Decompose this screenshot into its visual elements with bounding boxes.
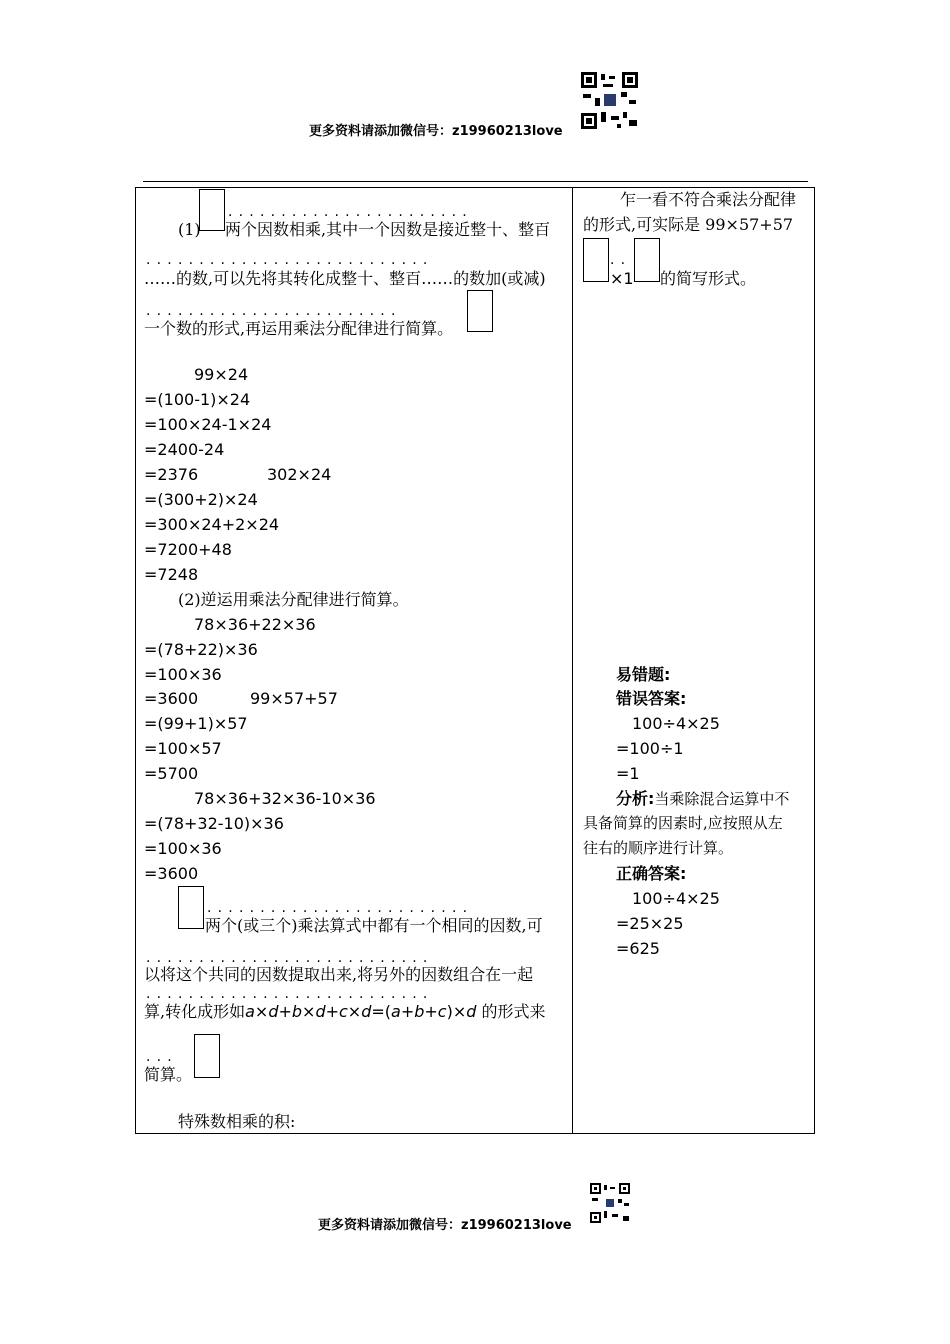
analysis-line-1: 分析:当乘除混合运算中不	[616, 789, 790, 808]
emphasis-dots: .......................	[228, 204, 473, 220]
annotation-box	[583, 238, 609, 282]
note-line-4: 的简写形式。	[660, 269, 757, 288]
ex2-line: =5700	[144, 764, 199, 783]
ex2-line: 78×36+22×36	[194, 615, 316, 634]
note-line-3: ×1	[610, 269, 634, 288]
ex1-line: 302×24	[267, 465, 332, 484]
p3-line-2: 以将这个共同的因数提取出来,将另外的因数组合在一起	[144, 965, 534, 984]
analysis-line-3: 往右的顺序进行计算。	[583, 839, 734, 857]
ex1-line: =(100-1)×24	[144, 390, 251, 409]
p4-heading: 特殊数相乘的积:	[178, 1112, 296, 1131]
p1-line-3: 一个数的形式,再运用乘法分配律进行简算。	[144, 319, 454, 338]
p1-line-2: ……的数,可以先将其转化成整十、整百……的数加(或减)	[144, 269, 546, 288]
emphasis-dots: ...........................	[146, 986, 434, 1002]
p1-label: (1)	[178, 220, 201, 239]
ex2-line: =(99+1)×57	[144, 714, 248, 733]
ex1-line: =7200+48	[144, 540, 232, 559]
ex1-line: 99×24	[194, 365, 249, 384]
p3-line-5: 简算。	[144, 1065, 193, 1084]
note-line-2: 的形式,可实际是 99×57+57	[583, 215, 794, 234]
wrong-label: 错误答案:	[616, 689, 687, 708]
p3-text-suffix: 的形式来	[481, 1002, 546, 1021]
ex1-line: =300×24+2×24	[144, 515, 280, 534]
right-step: =625	[616, 939, 660, 958]
qr-code-bottom	[590, 1183, 630, 1223]
footer-text: 更多资料请添加微信号：z19960213love	[318, 1218, 572, 1233]
annotation-box	[634, 238, 660, 282]
right-step: =25×25	[616, 914, 684, 933]
ex1-line: =100×24-1×24	[144, 415, 272, 434]
annotation-box	[467, 290, 493, 332]
ex2-line: =100×36	[144, 839, 222, 858]
annotation-box	[199, 189, 225, 231]
ex1-line: =2400-24	[144, 440, 225, 459]
ex2-line: =(78+22)×36	[144, 640, 258, 659]
p1-line-1: 两个因数相乘,其中一个因数是接近整十、整百	[225, 220, 551, 239]
p3-text-prefix: 算,转化成形如	[144, 1002, 246, 1021]
p3-line-3: 算,转化成形如a×d+b×d+c×d=(a+b+c)×d 的形式来	[144, 1002, 546, 1021]
p3-line-1: 两个(或三个)乘法算式中都有一个相同的因数,可	[205, 916, 543, 935]
wrong-step: 100÷4×25	[632, 714, 720, 733]
ex2-line: 99×57+57	[250, 689, 338, 708]
right-step: 100÷4×25	[632, 889, 720, 908]
emphasis-dots: ...........................	[146, 950, 434, 966]
wrong-step: =100÷1	[616, 739, 684, 758]
ex1-line: =7248	[144, 565, 199, 584]
note-line-1: 乍一看不符合乘法分配律	[620, 190, 797, 209]
emphasis-dots: ........................	[146, 303, 402, 319]
right-label: 正确答案:	[616, 864, 687, 883]
emphasis-dots: .........................	[207, 900, 474, 916]
ex1-line: =(300+2)×24	[144, 490, 258, 509]
header-rule	[143, 181, 808, 182]
emphasis-dots: ..	[610, 252, 632, 268]
emphasis-dots: ...........................	[146, 252, 434, 268]
ex1-line: =2376	[144, 465, 199, 484]
wrong-step: =1	[616, 764, 640, 783]
analysis-line-2: 具备简算的因素时,应按照从左	[583, 814, 783, 832]
ex2-line: =3600	[144, 864, 199, 883]
analysis-label: 分析:	[616, 789, 655, 808]
ex2-line: =100×36	[144, 665, 222, 684]
ex2-line: =3600	[144, 689, 199, 708]
ex2-line: =(78+32-10)×36	[144, 814, 284, 833]
emphasis-dots: ...	[146, 1049, 178, 1065]
header-text: 更多资料请添加微信号：z19960213love	[309, 124, 563, 139]
error-title: 易错题:	[616, 665, 671, 684]
ex2-line: =100×57	[144, 739, 222, 758]
p2-heading: (2)逆运用乘法分配律进行简算。	[178, 590, 409, 609]
column-divider	[572, 187, 573, 1134]
ex2-line: 78×36+32×36-10×36	[194, 789, 376, 808]
annotation-box	[178, 886, 204, 929]
annotation-box	[194, 1034, 220, 1078]
qr-code-top	[581, 72, 638, 129]
